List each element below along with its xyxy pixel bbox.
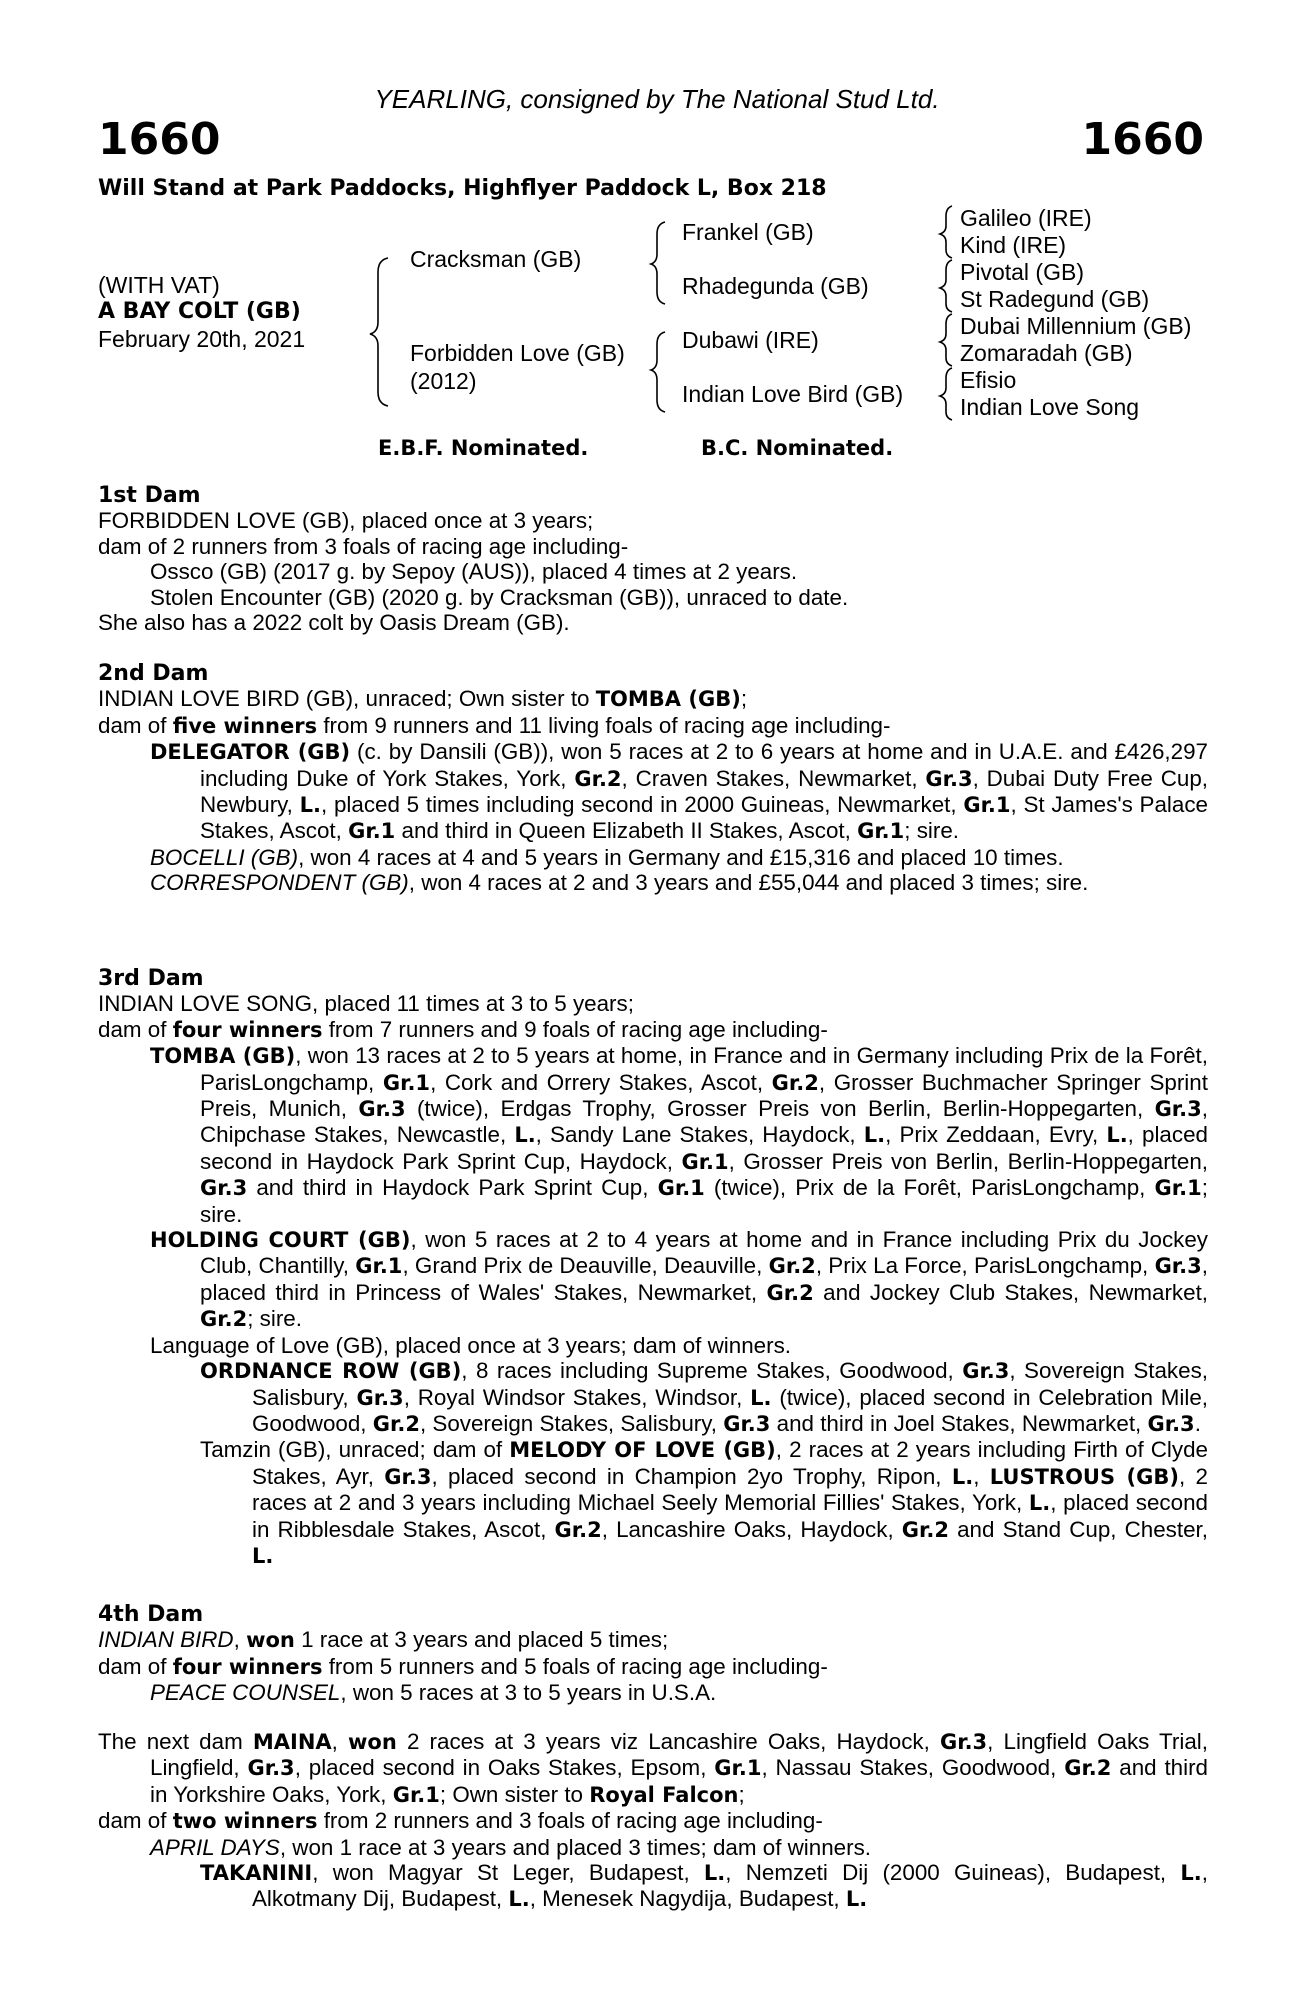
third-dam-line: INDIAN LOVE SONG, placed 11 times at 3 to 5 years; [98,991,634,1017]
produce-tamzin: Tamzin (GB), unraced; dam of MELODY OF LOVE (GB), 2 races at 2 years including Firth of Clyde Stakes, Ayr, Gr.3, placed second in Champion 2yo Trophy, Ripon, L., LUSTROUS (GB), 2 races at 2 and 3 years including Michael Seely Memorial Fillies' Stakes, York, L., placed second in Ribblesdale Stakes, Ascot, Gr.2, Lancashire Oaks, Haydock, Gr.2 and Stand Cup, Chester, L. [200,1437,1208,1568]
bc-nomination: B.C. Nominated. [701,436,894,460]
first-dam-section [98,483,1208,635]
vat-note: (WITH VAT) [98,272,220,298]
produce-delegator: DELEGATOR (GB) (c. by Dansili (GB)), won 5 races at 2 to 6 years at home and in U.A.E. and £426,297 including Duke of York Stakes, York, Gr.2, Craven Stakes, Newmarket, Gr.3, Dubai Duty Free Cup, Newbury, L., placed 5 times including second in 2000 Guineas, Newmarket, Gr.1, St James's Palace Stakes, Ascot, Gr.1 and third in Queen Elizabeth II Stakes, Ascot, Gr.1; sire. [150,739,1208,844]
produce-ordnance-row: ORDNANCE ROW (GB), 8 races including Supreme Stakes, Goodwood, Gr.3, Sovereign Stakes, Salisbury, Gr.3, Royal Windsor Stakes, Windsor, L. (twice), placed second in Celebration Mile, Goodwood, Gr.2, Sovereign Stakes, Salisbury, Gr.3 and third in Joel Stakes, Newmarket, Gr.3. [200,1358,1209,1436]
produce-april-days: APRIL DAYS, won 1 race at 3 years and placed 3 times; dam of winners. [150,1834,872,1860]
great-grandparent-2: Kind (IRE) [960,232,1067,258]
great-grandparent-7: Efisio [960,367,1017,393]
produce-language-of-love: Language of Love (GB), placed once at 3 years; dam of winners. [150,1332,791,1358]
great-grandparent-6: Zomaradah (GB) [960,340,1133,366]
horse-name: A BAY COLT (GB) [98,299,301,324]
consignor-line: YEARLING, consigned by The National Stud Ltd. [374,84,940,114]
lot-number-right: 1660 [1081,114,1204,165]
first-dam-heading: 1st Dam [98,483,201,508]
dam: Forbidden Love (GB) [410,340,625,366]
first-dam-produce-line: dam of 2 runners from 3 foals of racing age including- [98,533,629,559]
lot-number-left: 1660 [98,114,221,165]
second-dam-section [98,661,1208,896]
great-grandparent-1: Galileo (IRE) [960,205,1092,231]
next-dam-produce-line: dam of two winners from 2 runners and 3 foals of racing age including- [98,1808,823,1834]
first-dam-note: She also has a 2022 colt by Oasis Dream (GB). [98,610,570,636]
great-grandparent-4: St Radegund (GB) [960,286,1150,312]
produce-bocelli: BOCELLI (GB), won 4 races at 4 and 5 years in Germany and £15,316 and placed 10 times. [150,844,1064,870]
sire: Cracksman (GB) [410,246,582,272]
sire-sire: Frankel (GB) [682,219,814,245]
produce-ossco: Ossco (GB) (2017 g. by Sepoy (AUS)), placed 4 times at 2 years. [150,559,798,585]
tomba-ref: TOMBA (GB) [595,687,741,712]
great-grandparent-8: Indian Love Song [960,394,1140,420]
pedigree-brackets [0,0,1314,460]
dam-dam: Indian Love Bird (GB) [682,381,904,407]
produce-holding-court: HOLDING COURT (GB), won 5 races at 2 to 4 years at home and in France including Prix du Jockey Club, Chantilly, Gr.1, Grand Prix de Deauville, Deauville, Gr.2, Prix La Force, ParisLongchamp, Gr.3, placed third in Princess of Wales' Stakes, Newmarket, Gr.2 and Jockey Club Stakes, Newmarket, Gr.2; sire. [150,1227,1209,1332]
next-dam-section [98,1729,1208,1913]
dam-year: (2012) [410,368,477,394]
second-dam-heading: 2nd Dam [98,661,209,686]
sire-dam: Rhadegunda (GB) [682,273,869,299]
third-dam-heading: 3rd Dam [98,966,204,991]
fourth-dam-line: INDIAN BIRD, won 1 race at 3 years and placed 5 times; [98,1627,669,1653]
second-dam-produce-line: dam of five winners from 9 runners and 11 living foals of racing age including- [98,712,891,738]
produce-tomba: TOMBA (GB), won 13 races at 2 to 5 years at home, in France and in Germany including Prix de la Forêt, ParisLongchamp, Gr.1, Cork and Orrery Stakes, Ascot, Gr.2, Grosser Buchmacher Springer Sprint Preis, Munich, Gr.3 (twice), Erdgas Trophy, Grosser Preis von Berlin, Berlin-Hoppegarten, Gr.3, Chipchase Stakes, Newcastle, L., Sandy Lane Stakes, Haydock, L., Prix Zeddaan, Evry, L., placed second in Haydock Park Sprint Cup, Haydock, Gr.1, Grosser Preis von Berlin, Berlin-Hoppegarten, Gr.3 and third in Haydock Park Sprint Cup, Gr.1 (twice), Prix de la Forêt, ParisLongchamp, Gr.1; sire. [150,1043,1209,1227]
second-dam-line: INDIAN LOVE BIRD (GB), unraced; Own sister to TOMBA (GB); [98,686,748,712]
stand-location: Will Stand at Park Paddocks, Highflyer Paddock L, Box 218 [98,176,827,201]
great-grandparent-3: Pivotal (GB) [960,259,1084,285]
ebf-nomination: E.B.F. Nominated. [378,436,589,460]
fourth-dam-produce-line: dam of four winners from 5 runners and 5 foals of racing age including- [98,1653,828,1679]
third-dam-produce-line: dam of four winners from 7 runners and 9 foals of racing age including- [98,1016,828,1042]
produce-stolen-encounter: Stolen Encounter (GB) (2020 g. by Cracksman (GB)), unraced to date. [150,584,849,610]
great-grandparent-5: Dubai Millennium (GB) [960,313,1192,339]
produce-peace-counsel: PEACE COUNSEL, won 5 races at 3 to 5 years in U.S.A. [150,1680,717,1706]
dam-sire: Dubawi (IRE) [682,327,819,353]
produce-correspondent: CORRESPONDENT (GB), won 4 races at 2 and 3 years and £55,044 and placed 3 times; sire. [150,870,1089,896]
fourth-dam-section [98,1602,1208,1706]
next-dam-maina: The next dam MAINA, won 2 races at 3 years viz Lancashire Oaks, Haydock, Gr.3, Lingfield Oaks Trial, Lingfield, Gr.3, placed second in Oaks Stakes, Epsom, Gr.1, Nassau Stakes, Goodwood, Gr.2 and third in Yorkshire Oaks, York, Gr.1; Own sister to Royal Falcon; [98,1729,1209,1807]
first-dam-line: FORBIDDEN LOVE (GB), placed once at 3 years; [98,508,594,534]
fourth-dam-heading: 4th Dam [98,1602,204,1627]
third-dam-section [98,966,1208,1569]
produce-takanini: TAKANINI, won Magyar St Leger, Budapest, L., Nemzeti Dij (2000 Guineas), Budapest, L., Alkotmany Dij, Budapest, L., Menesek Nagydija, Budapest, L. [200,1860,1208,1912]
date-of-birth: February 20th, 2021 [98,326,306,352]
